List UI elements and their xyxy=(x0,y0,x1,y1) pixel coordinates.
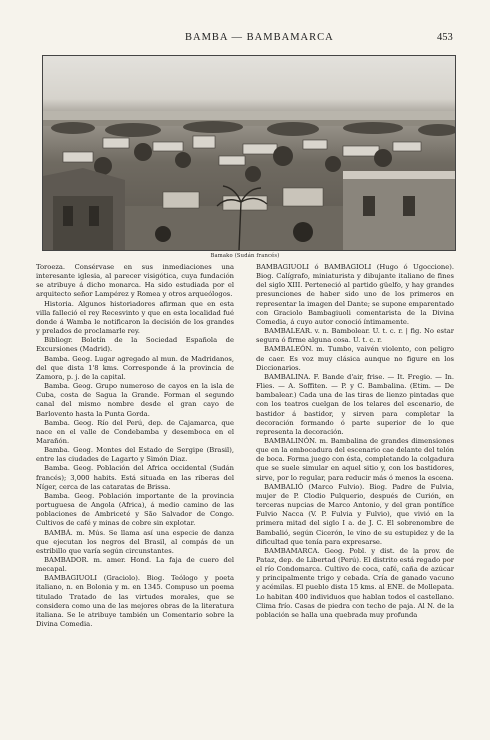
paragraph: BAMBALINÓN. m. Bambalina de grandes dimensiones que en la embocadura del escenario cae delante del telón de boca. Forma juego con ésta, completando la colgadura que se suele simular en aquel sitio y, con los bastidores, sirve, por lo regular, para reducir más ó menos la escena. xyxy=(256,436,454,482)
paragraph: BAMBALEÓN. m. Tumbo, vaivén violento, con peligro de caer. Es voz muy clásica aunque no figure en los Diccionarios. xyxy=(256,345,454,372)
paragraph: Bamba. Geog. Población del Africa occidental (Sudán francés); 3,000 habits. Está situada en las riberas del Níger, cerca de las cataratas de Brissa. xyxy=(36,464,234,491)
right-column xyxy=(256,263,454,620)
paragraph: Bamba. Geog. Población importante de la provincia portuguesa de Angola (Africa), á medio camino de las poblaciones de Ambriceté y São Salvador de Congo. Cultivos de café y minas de cobre sin explotar. xyxy=(36,491,234,528)
paragraph: BAMBALINA. F. Bande d'air, frise. — It. Fregio. — In. Flies. — A. Soffiten. — P. y C. Bambalina. (Etim. — De bambalear.) Cada una de las tiras de lienzo pintadas que con los teatros cuelgan de los telares del escenario, de bastidor á bastidor, y sirven para completar la decoración formando ó parte superior de lo que representa la decoración. xyxy=(256,372,454,436)
paragraph: BAMBALEAR. v. n. Bambolear. U. t. c. r. | fig. No estar segura ó firme alguna cosa. U. t. c. r. xyxy=(256,327,454,345)
paragraph: Bamba. Geog. Lugar agregado al mun. de Madridanos, del que dista 1'8 kms. Corresponde á la provincia de Zamora, p. j. de la capital. xyxy=(36,354,234,381)
page-number: 453 xyxy=(437,32,453,43)
paragraph: Bamba. Geog. Río del Perú, dep. de Cajamarca, que nace en el valle de Condebamba y desemboca en el Marañón. xyxy=(36,418,234,445)
paragraph: BAMBÁ. m. Mús. Se llama así una especie de danza que ejecutan los negros del Brasil, al compás de un estribillo que varía según circunstantes. xyxy=(36,528,234,555)
paragraph: BAMBALIÓ (Marco Fulvio). Biog. Padre de Fulvia, mujer de P. Clodio Pulquerio, después de Curión, en terceras nupcias de Marco Antonio, y del gran pontífice Fulvio Nacca (V. P. Fulvia y Fulvio), que vivió en la primera mitad del siglo I a. de J. C. El sobrenombre de Bambalió, según Cicerón, le vino de su estupidez y de la dificultad que tenía para expresarse. xyxy=(256,482,454,546)
photo-caption: Bamako (Sudán francés) xyxy=(210,253,280,259)
paragraph: Bamba. Geog. Grupo numeroso de cayos en la isla de Cuba, costa de Sagua la Grande. Forman el segundo canal del mismo nombre desde el gran cayo de Barlovento hasta la Punta Gorda. xyxy=(36,382,234,418)
running-title: BAMBA — BAMBAMARCA xyxy=(185,32,334,43)
paragraph: BAMBAGIUOLI ó BAMBAGIOLI (Hugo ó Ugoccione). Biog. Calígrafo, miniaturista y dibujante italiano de fines del siglo XIII. Perteneció al partido güelfo, y hay grandes presunciones de haber sido uno de los primeros en representar la imagen del Dante; se supone emparentado con Graciolo Bambagiuoli comentarista de la Divina Comedia, á cuyo autor conoció íntimamente. xyxy=(256,263,454,326)
paragraph: Bibliogr. Boletín de la Sociedad Española de Excursiones (Madrid). xyxy=(36,336,234,354)
paragraph: BAMBAMARCA. Geog. Pobl. y dist. de la prov. de Pataz, dep. de Libertad (Perú). El distrito está regado por el río Condomarca. Cultivo de coca, café, caña de azúcar y principalmente trigo y cebada. Cría de ganado vacuno y acémilas. El pueblo dista 15 kms. al ENE. de Mollepata. Lo habitan 400 individuos que hablan todos el castellano. Clima frío. Casas de piedra con techo de paja. Al N. de la población se halla una quebrada muy profunda xyxy=(256,546,455,619)
paragraph: Historia. Algunos historiadores afirman que en esta villa falleció el rey Recesvinto y que en esta localidad fué donde á Wamba le notificaron la decisión de los grandes y prelados de proclamarle rey. xyxy=(36,299,234,336)
page-header xyxy=(0,32,490,46)
left-column xyxy=(36,263,234,629)
paragraph: BAMBAGIUOLI (Graciolo). Biog. Teólogo y poeta italiano, n. en Bolonia y m. en 1345. Compuso un poema titulado Tratado de las virtudes morales, que se considera como una de las mejores obras de la literatura italiana. Se le atribuye también un Comentario sobre la Divina Comedia. xyxy=(36,574,234,629)
photograph-bamako xyxy=(42,55,456,251)
paragraph: Bamba. Geog. Montes del Estado de Sergipe (Brasil), entre las ciudades de Lagarto y Simón Diaz. xyxy=(36,446,234,464)
paragraph: BAMBADOR. m. amer. Hond. La faja de cuero del mecapal. xyxy=(36,556,234,574)
paragraph: Toroeza. Consérvase en sus inmediaciones una interesante iglesia, al parecer visigótica, cuya fundación se atribuye á dicho monarca. Ha sido estudiada por el arquitecto señor Lampérez y Romea y otros arqueólogos. xyxy=(36,263,234,299)
